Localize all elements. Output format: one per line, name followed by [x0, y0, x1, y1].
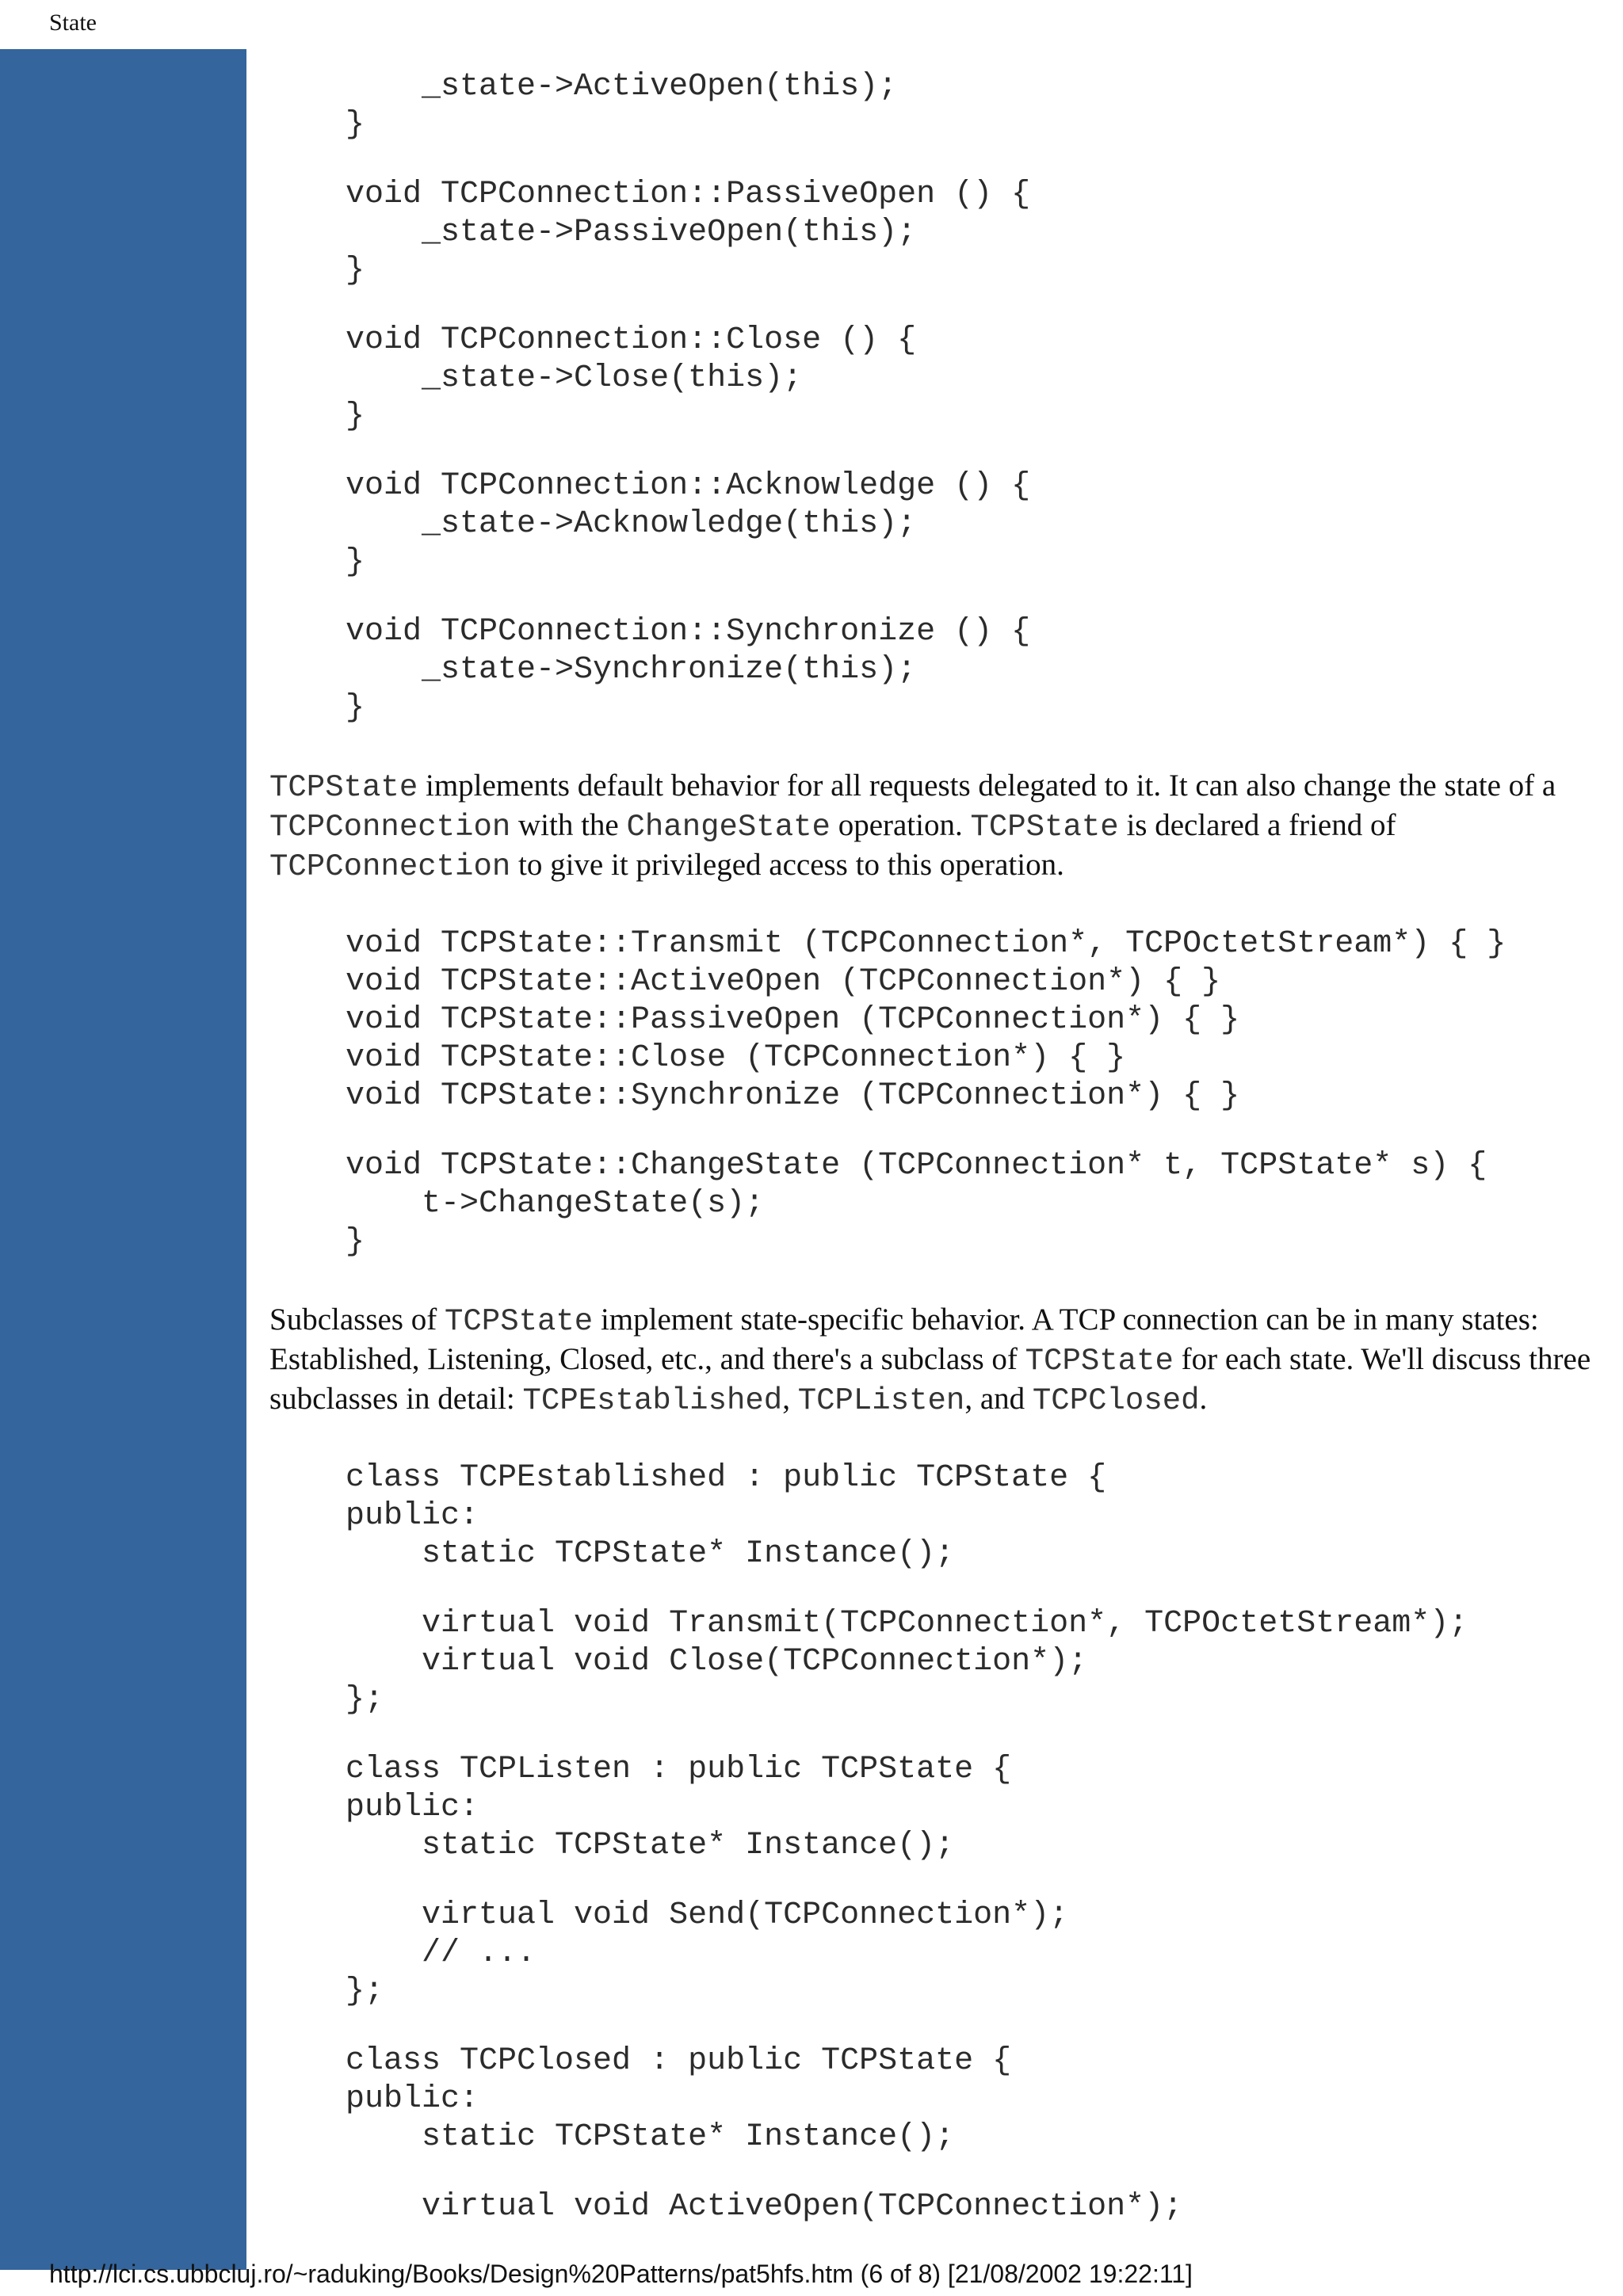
- code-line: virtual void ActiveOpen(TCPConnection*);: [346, 2189, 1183, 2225]
- page-footer-url: http://lci.cs.ubbcluj.ro/~raduking/Books/Design%20Patterns/pat5hfs.htm (6 of 8) [21/08/2002 19:22:11]: [49, 2260, 1193, 2288]
- code-line: static TCPState* Instance();: [346, 2119, 955, 2155]
- code-line: }: [346, 690, 365, 726]
- code-line: class TCPEstablished : public TCPState {: [346, 1460, 1107, 1496]
- code-line: }: [346, 107, 365, 143]
- text-run: , and: [964, 1382, 1033, 1416]
- text-run: implement state-specific behavior. A TCP connection can be in many states: Established, Listening, Closed, etc., and there's a subclass of: [269, 1302, 1539, 1376]
- inline-code: TCPState: [444, 1304, 594, 1339]
- inline-code: ChangeState: [626, 810, 831, 845]
- code-line: public:: [346, 1790, 479, 1825]
- text-run: implements default behavior for all requests delegated to it. It can also change the state of a: [418, 769, 1556, 803]
- document-content: [269, 68, 1601, 2226]
- text-run: operation.: [830, 808, 971, 842]
- code-line: void TCPConnection::PassiveOpen () {: [346, 177, 1031, 212]
- code-line: static TCPState* Instance();: [346, 1828, 955, 1863]
- code-line: }: [346, 1224, 365, 1260]
- inline-code: TCPConnection: [269, 810, 511, 845]
- code-line: static TCPState* Instance();: [346, 1536, 955, 1572]
- code-line: _state->Acknowledge(this);: [346, 506, 917, 542]
- code-line: void TCPState::Synchronize (TCPConnection*) { }: [346, 1078, 1240, 1114]
- text-run: to give it privileged access to this operation.: [510, 848, 1064, 882]
- code-line: _state->Close(this);: [346, 360, 803, 396]
- inline-code: TCPConnection: [269, 849, 511, 884]
- code-line: public:: [346, 1498, 479, 1534]
- code-line: _state->PassiveOpen(this);: [346, 215, 917, 250]
- text-run: Subclasses of: [269, 1302, 445, 1337]
- inline-code: TCPState: [970, 810, 1119, 845]
- code-line: void TCPState::ActiveOpen (TCPConnection*) { }: [346, 964, 1221, 1000]
- code-line: };: [346, 1682, 384, 1718]
- code-line: public:: [346, 2081, 479, 2117]
- code-line: }: [346, 544, 365, 580]
- inline-code: TCPClosed: [1032, 1383, 1200, 1418]
- code-block: [269, 925, 1601, 1261]
- inline-code: TCPEstablished: [522, 1383, 783, 1418]
- code-line: t->ChangeState(s);: [346, 1186, 765, 1222]
- paragraph: [269, 767, 1601, 886]
- code-line: class TCPClosed : public TCPState {: [346, 2043, 1012, 2079]
- code-line: // ...: [346, 1936, 537, 1971]
- code-block: [269, 68, 1601, 727]
- text-run: with the: [510, 808, 627, 842]
- text-run: for each state. We'll discuss three subclasses in detail:: [269, 1342, 1591, 1416]
- code-line: void TCPState::Transmit (TCPConnection*, TCPOctetStream*) { }: [346, 926, 1507, 962]
- sidebar-panel: [0, 49, 246, 2270]
- code-line: virtual void Close(TCPConnection*);: [346, 1644, 1088, 1680]
- code-line: }: [346, 399, 365, 434]
- code-line: _state->ActiveOpen(this);: [346, 69, 898, 105]
- inline-code: TCPState: [1025, 1344, 1174, 1379]
- text-run: .: [1199, 1382, 1208, 1416]
- code-line: void TCPState::Close (TCPConnection*) { }: [346, 1040, 1126, 1076]
- inline-code: TCPListen: [797, 1383, 965, 1418]
- code-line: void TCPState::ChangeState (TCPConnection* t, TCPState* s) {: [346, 1148, 1487, 1184]
- code-line: void TCPState::PassiveOpen (TCPConnection*) { }: [346, 1002, 1240, 1038]
- code-line: class TCPListen : public TCPState {: [346, 1752, 1012, 1787]
- code-line: }: [346, 253, 365, 288]
- paragraph: [269, 1301, 1601, 1420]
- code-block: [269, 1459, 1601, 2226]
- code-line: };: [346, 1974, 384, 2009]
- code-line: virtual void Transmit(TCPConnection*, TCPOctetStream*);: [346, 1606, 1468, 1642]
- text-run: is declared a friend of: [1118, 808, 1396, 842]
- text-run: ,: [782, 1382, 798, 1416]
- page-header-title: State: [49, 10, 97, 36]
- code-line: _state->Synchronize(this);: [346, 652, 917, 688]
- code-line: void TCPConnection::Synchronize () {: [346, 614, 1031, 650]
- inline-code: TCPState: [269, 770, 418, 805]
- code-line: void TCPConnection::Acknowledge () {: [346, 468, 1031, 504]
- code-line: virtual void Send(TCPConnection*);: [346, 1897, 1069, 1933]
- code-line: void TCPConnection::Close () {: [346, 322, 917, 358]
